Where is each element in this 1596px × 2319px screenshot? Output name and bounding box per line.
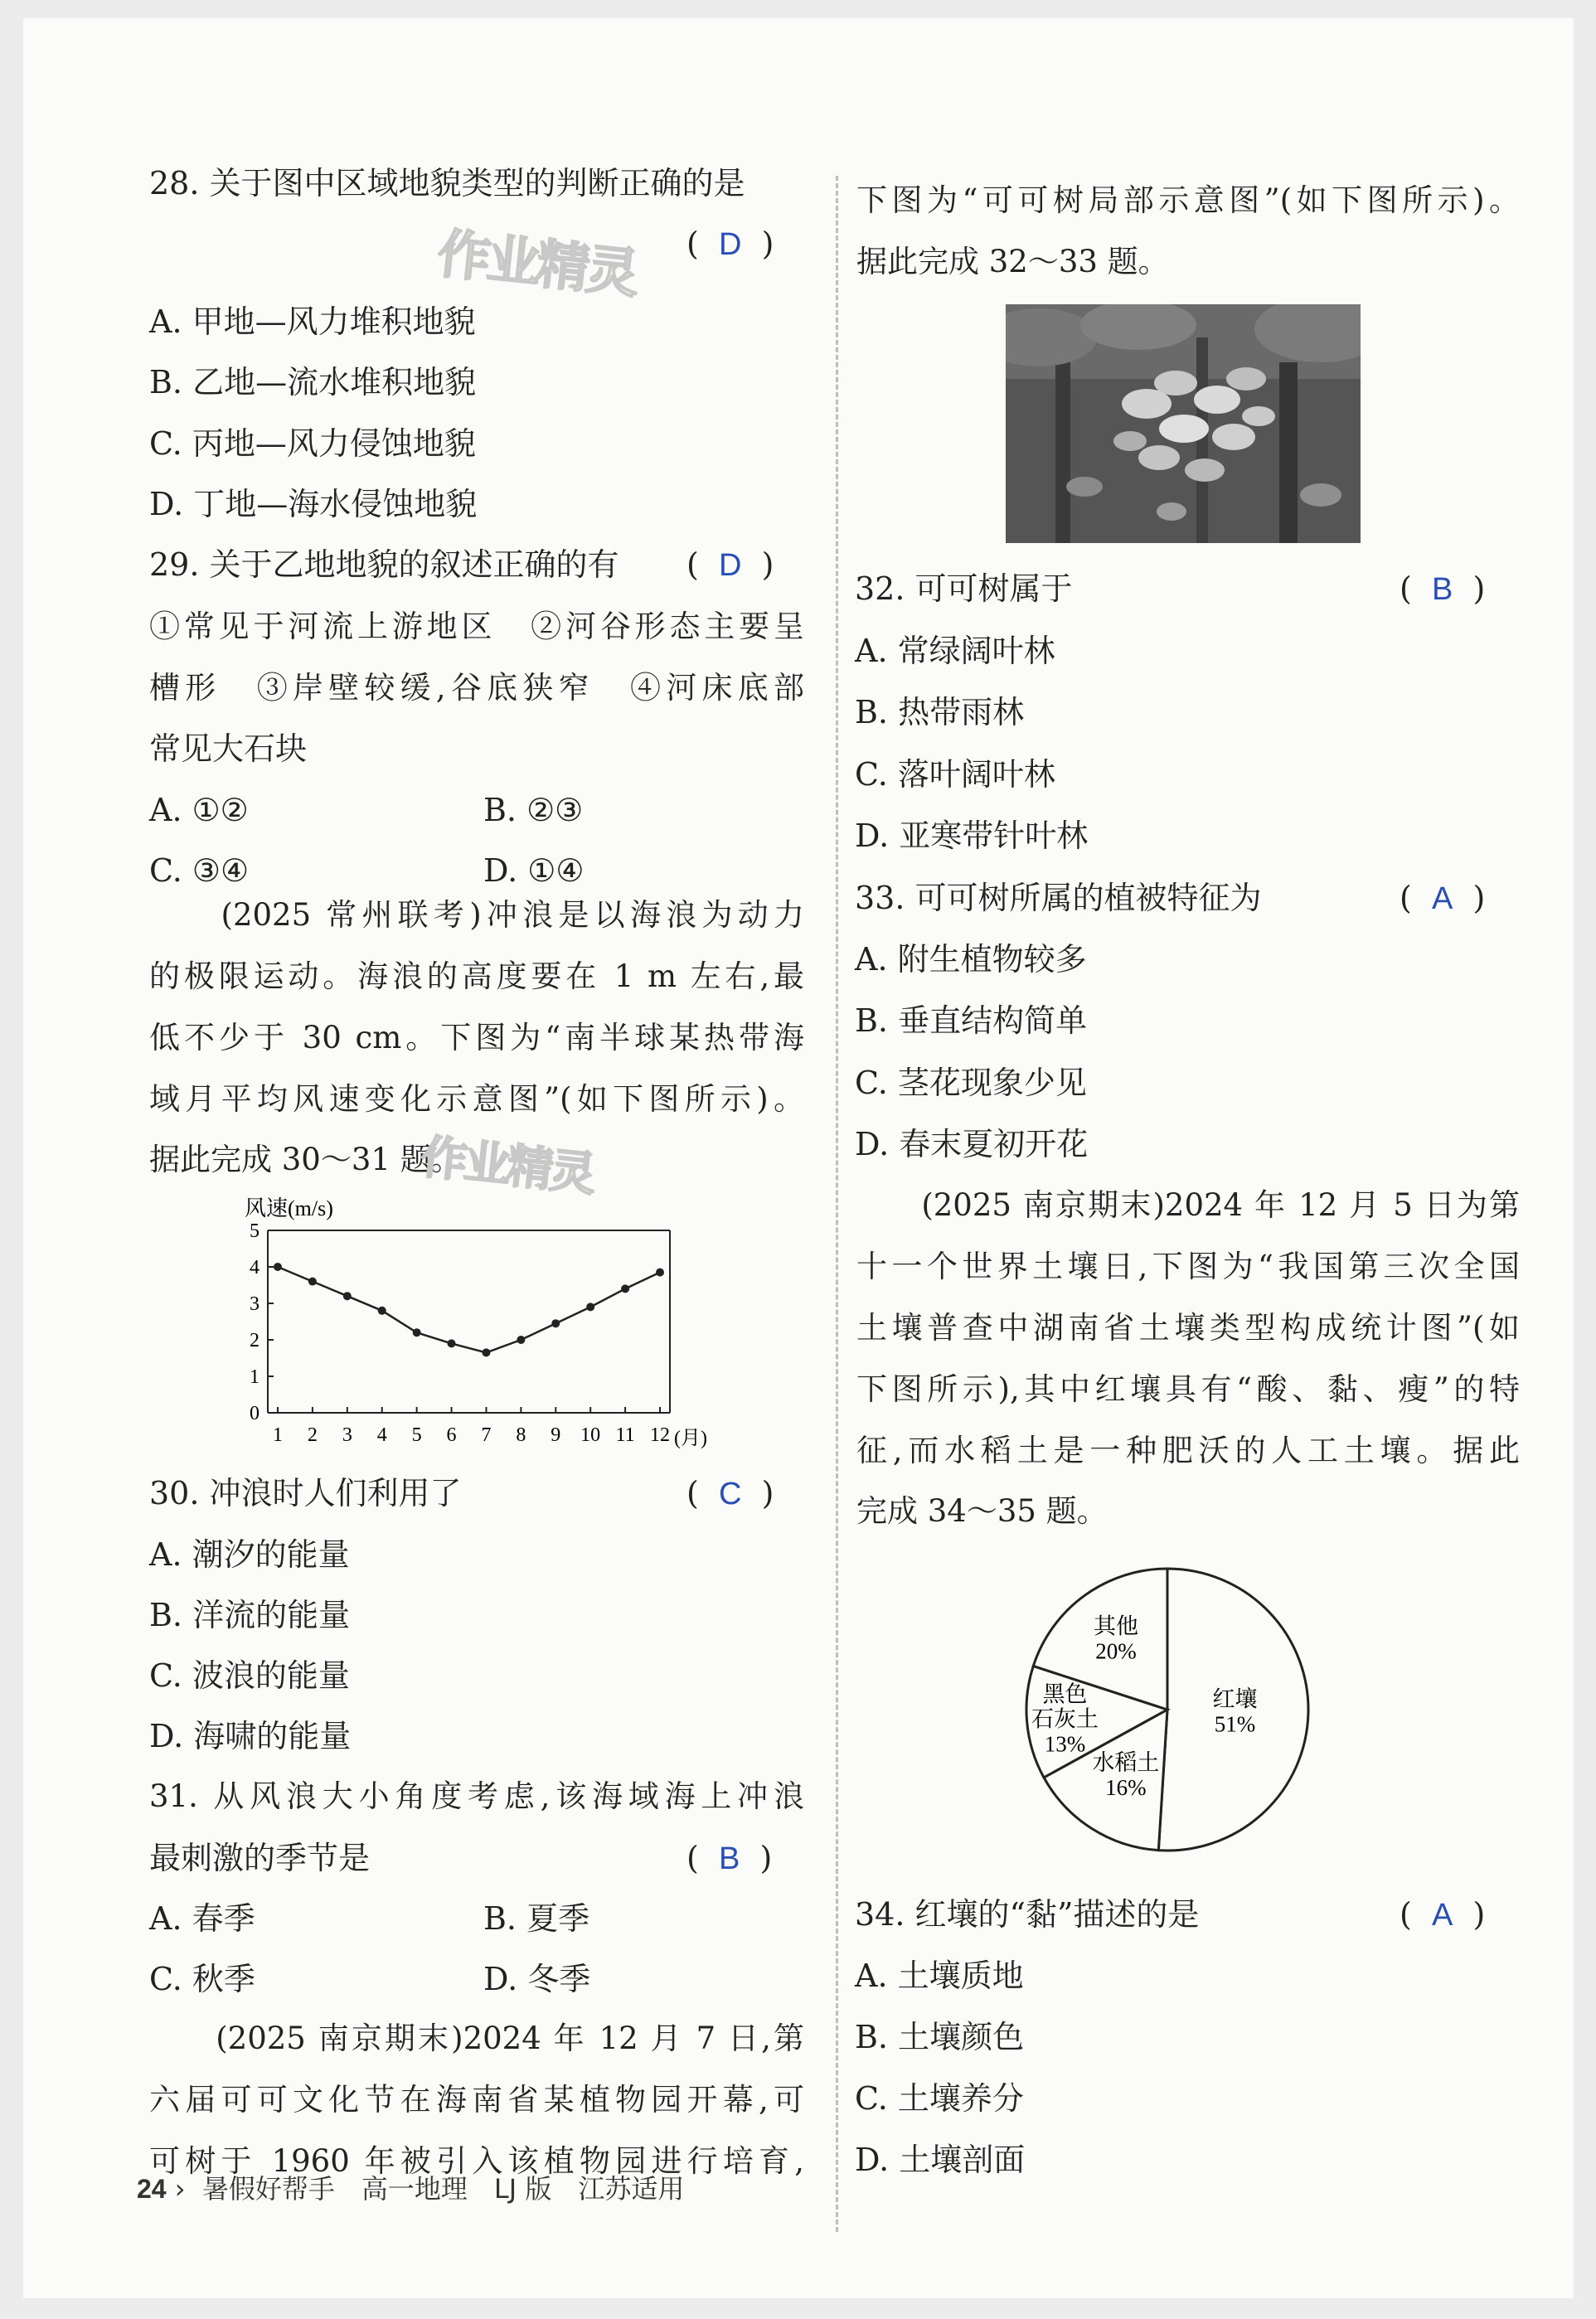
x-tick-label: 1 <box>273 1424 283 1446</box>
x-tick-label: 10 <box>580 1424 601 1446</box>
data-point <box>517 1336 525 1344</box>
q32-answer: ( B ) <box>1400 570 1486 607</box>
pie-label: 20% <box>1095 1638 1137 1664</box>
q30-option-c: C. 波浪的能量 <box>149 1657 350 1694</box>
intro34-line4: 下图所示),其中红壤具有“酸、黏、瘦”的特 <box>856 1371 1520 1407</box>
q34-stem: 34. 红壤的“黏”描述的是 <box>855 1896 1200 1933</box>
q29-body-line1: ①常见于河流上游地区 ②河谷形态主要呈 <box>149 609 804 644</box>
q28-option-c: C. 丙地—风力侵蚀地貌 <box>149 425 476 462</box>
intro34-line2: 十一个世界土壤日,下图为“我国第三次全国 <box>856 1249 1520 1284</box>
pie-label: 水稻土 <box>1092 1749 1160 1775</box>
q31-stem-line1: 31. 从风浪大小角度考虑,该海域海上冲浪 <box>149 1778 804 1814</box>
y-tick-label: 1 <box>250 1366 260 1388</box>
data-point <box>413 1328 421 1337</box>
pie-label: 13% <box>1044 1731 1086 1757</box>
q32-option-a: A. 常绿阔叶林 <box>855 633 1055 669</box>
q29-answer: ( D ) <box>686 546 774 583</box>
data-point <box>274 1263 282 1271</box>
x-tick-label: 8 <box>516 1424 526 1446</box>
x-tick-label: 11 <box>615 1424 635 1446</box>
intro34-line1: (2025 南京期末)2024 年 12 月 5 日为第 <box>856 1187 1520 1223</box>
q28-option-b: B. 乙地—流水堆积地貌 <box>149 364 477 400</box>
q34-option-d: D. 土壤剖面 <box>855 2142 1026 2178</box>
intro30-line1: (2025 常州联考)冲浪是以海浪为动力 <box>149 897 804 933</box>
q31-option-c: C. 秋季 <box>149 1961 255 1997</box>
pie-label: 石灰土 <box>1031 1706 1099 1732</box>
data-point <box>308 1278 317 1286</box>
q29-option-a: A. ①② <box>149 792 249 828</box>
intro32-cont-last: 据此完成 32～33 题。 <box>856 244 1169 279</box>
q33-option-a: A. 附生植物较多 <box>855 941 1087 978</box>
q28-option-a: A. 甲地—风力堆积地貌 <box>149 303 476 340</box>
q34-option-b: B. 土壤颜色 <box>855 2019 1025 2055</box>
intro34-last: 完成 34～35 题。 <box>856 1493 1108 1529</box>
intro30-line3: 低不少于 30 cm。下图为“南半球某热带海 <box>149 1020 804 1055</box>
q31-answer: ( B ) <box>686 1840 773 1876</box>
data-point <box>378 1307 386 1315</box>
q31-option-d: D. 冬季 <box>483 1961 591 1997</box>
intro30-last: 据此完成 30～31 题。 <box>149 1142 462 1177</box>
column-divider <box>836 176 838 2232</box>
q31-stem-line2: 最刺激的季节是 <box>149 1840 371 1876</box>
q31-option-b: B. 夏季 <box>483 1900 590 1937</box>
q30-option-b: B. 洋流的能量 <box>149 1597 351 1633</box>
data-point <box>551 1319 560 1327</box>
y-tick-label: 2 <box>250 1330 260 1351</box>
y-tick-label: 4 <box>250 1257 260 1278</box>
y-tick-label: 0 <box>250 1403 260 1424</box>
q32-option-b: B. 热带雨林 <box>855 694 1025 730</box>
intro34-line3: 土壤普查中湖南省土壤类型构成统计图”(如 <box>856 1310 1520 1346</box>
q32-stem: 32. 可可树属于 <box>855 570 1073 607</box>
data-point <box>448 1339 456 1347</box>
q30-option-a: A. 潮汐的能量 <box>149 1536 350 1573</box>
chart-xlabel: (月) <box>674 1428 707 1449</box>
intro30-line4: 域月平均风速变化示意图”(如下图所示)。 <box>149 1081 804 1117</box>
watermark: 作业精灵 <box>434 223 639 306</box>
intro32-line2: 六届可可文化节在海南省某植物园开幕,可 <box>149 2082 804 2118</box>
q33-option-b: B. 垂直结构简单 <box>855 1002 1088 1039</box>
cocoa-tree-photo <box>1006 304 1361 543</box>
q34-option-c: C. 土壤养分 <box>855 2080 1024 2117</box>
worksheet-page <box>23 18 1574 2298</box>
q29-option-b: B. ②③ <box>483 792 584 828</box>
x-tick-label: 6 <box>446 1424 457 1446</box>
q29-option-d: D. ①④ <box>483 852 585 889</box>
x-tick-label: 4 <box>376 1424 387 1446</box>
soil-type-pie-chart <box>1002 1544 1333 1875</box>
q28-answer: ( D ) <box>686 226 774 262</box>
x-tick-label: 7 <box>481 1424 492 1446</box>
x-tick-label: 5 <box>411 1424 422 1446</box>
intro32-cont-line1: 下图为“可可树局部示意图”(如下图所示)。 <box>856 182 1520 218</box>
q32-option-d: D. 亚寒带针叶林 <box>855 817 1089 854</box>
q29-body-line2: 槽形 ③岸壁较缓,谷底狭窄 ④河床底部 <box>149 670 804 706</box>
chart-data-points <box>274 1263 664 1356</box>
data-point <box>343 1292 352 1300</box>
data-point <box>621 1284 629 1293</box>
x-tick-label: 12 <box>650 1424 670 1446</box>
q29-body-last: 常见大石块 <box>149 730 308 767</box>
q33-answer: ( A ) <box>1400 880 1486 916</box>
q30-answer: ( C ) <box>686 1475 774 1511</box>
q30-stem: 30. 冲浪时人们利用了 <box>149 1475 462 1511</box>
data-point <box>482 1348 490 1356</box>
pie-label: 51% <box>1214 1711 1256 1737</box>
pie-label: 红壤 <box>1212 1686 1258 1712</box>
q28-stem: 28. 关于图中区域地貌类型的判断正确的是 <box>149 165 745 201</box>
chart-series-line <box>278 1267 660 1352</box>
q34-option-a: A. 土壤质地 <box>855 1958 1024 1994</box>
data-point <box>656 1269 664 1277</box>
pie-label: 16% <box>1105 1774 1147 1800</box>
wind-speed-chart <box>201 1196 765 1461</box>
intro30-line2: 的极限运动。海浪的高度要在 1 m 左右,最 <box>149 958 804 994</box>
q32-option-c: C. 落叶阔叶林 <box>855 756 1055 793</box>
q33-stem: 33. 可可树所属的植被特征为 <box>855 880 1262 916</box>
y-tick-label: 3 <box>250 1293 260 1315</box>
watermark-2: 作业精灵 <box>418 1130 596 1202</box>
data-point <box>586 1303 594 1311</box>
q29-stem: 29. 关于乙地地貌的叙述正确的有 <box>149 546 619 583</box>
q33-option-c: C. 茎花现象少见 <box>855 1065 1087 1101</box>
q31-option-a: A. 春季 <box>149 1900 255 1937</box>
q33-option-d: D. 春末夏初开花 <box>855 1126 1089 1162</box>
q28-option-d: D. 丁地—海水侵蚀地貌 <box>149 486 478 522</box>
footer-text: 暑假好帮手 高一地理 LJ 版 江苏适用 <box>201 2173 685 2205</box>
x-tick-label: 9 <box>551 1424 561 1446</box>
footer-arrow: › <box>174 2173 186 2205</box>
q30-option-d: D. 海啸的能量 <box>149 1718 352 1754</box>
pie-label: 黑色 <box>1042 1681 1088 1707</box>
x-tick-label: 2 <box>307 1424 318 1446</box>
pie-label: 其他 <box>1094 1613 1139 1639</box>
page-number: 24 <box>137 2174 167 2204</box>
page-footer <box>137 2168 684 2206</box>
intro34-line5: 征,而水稻土是一种肥沃的人工土壤。据此 <box>856 1433 1520 1468</box>
x-tick-label: 3 <box>342 1424 352 1446</box>
chart-y-ticks <box>250 1220 274 1424</box>
chart-ylabel: 风速(m/s) <box>245 1196 333 1220</box>
q34-answer: ( A ) <box>1400 1896 1486 1933</box>
y-tick-label: 5 <box>250 1220 260 1242</box>
intro32-line1: (2025 南京期末)2024 年 12 月 7 日,第 <box>149 2021 804 2056</box>
q29-option-c: C. ③④ <box>149 852 250 889</box>
intro32-line3: 可树于 1960 年被引入该植物园进行培育, <box>149 2143 804 2179</box>
